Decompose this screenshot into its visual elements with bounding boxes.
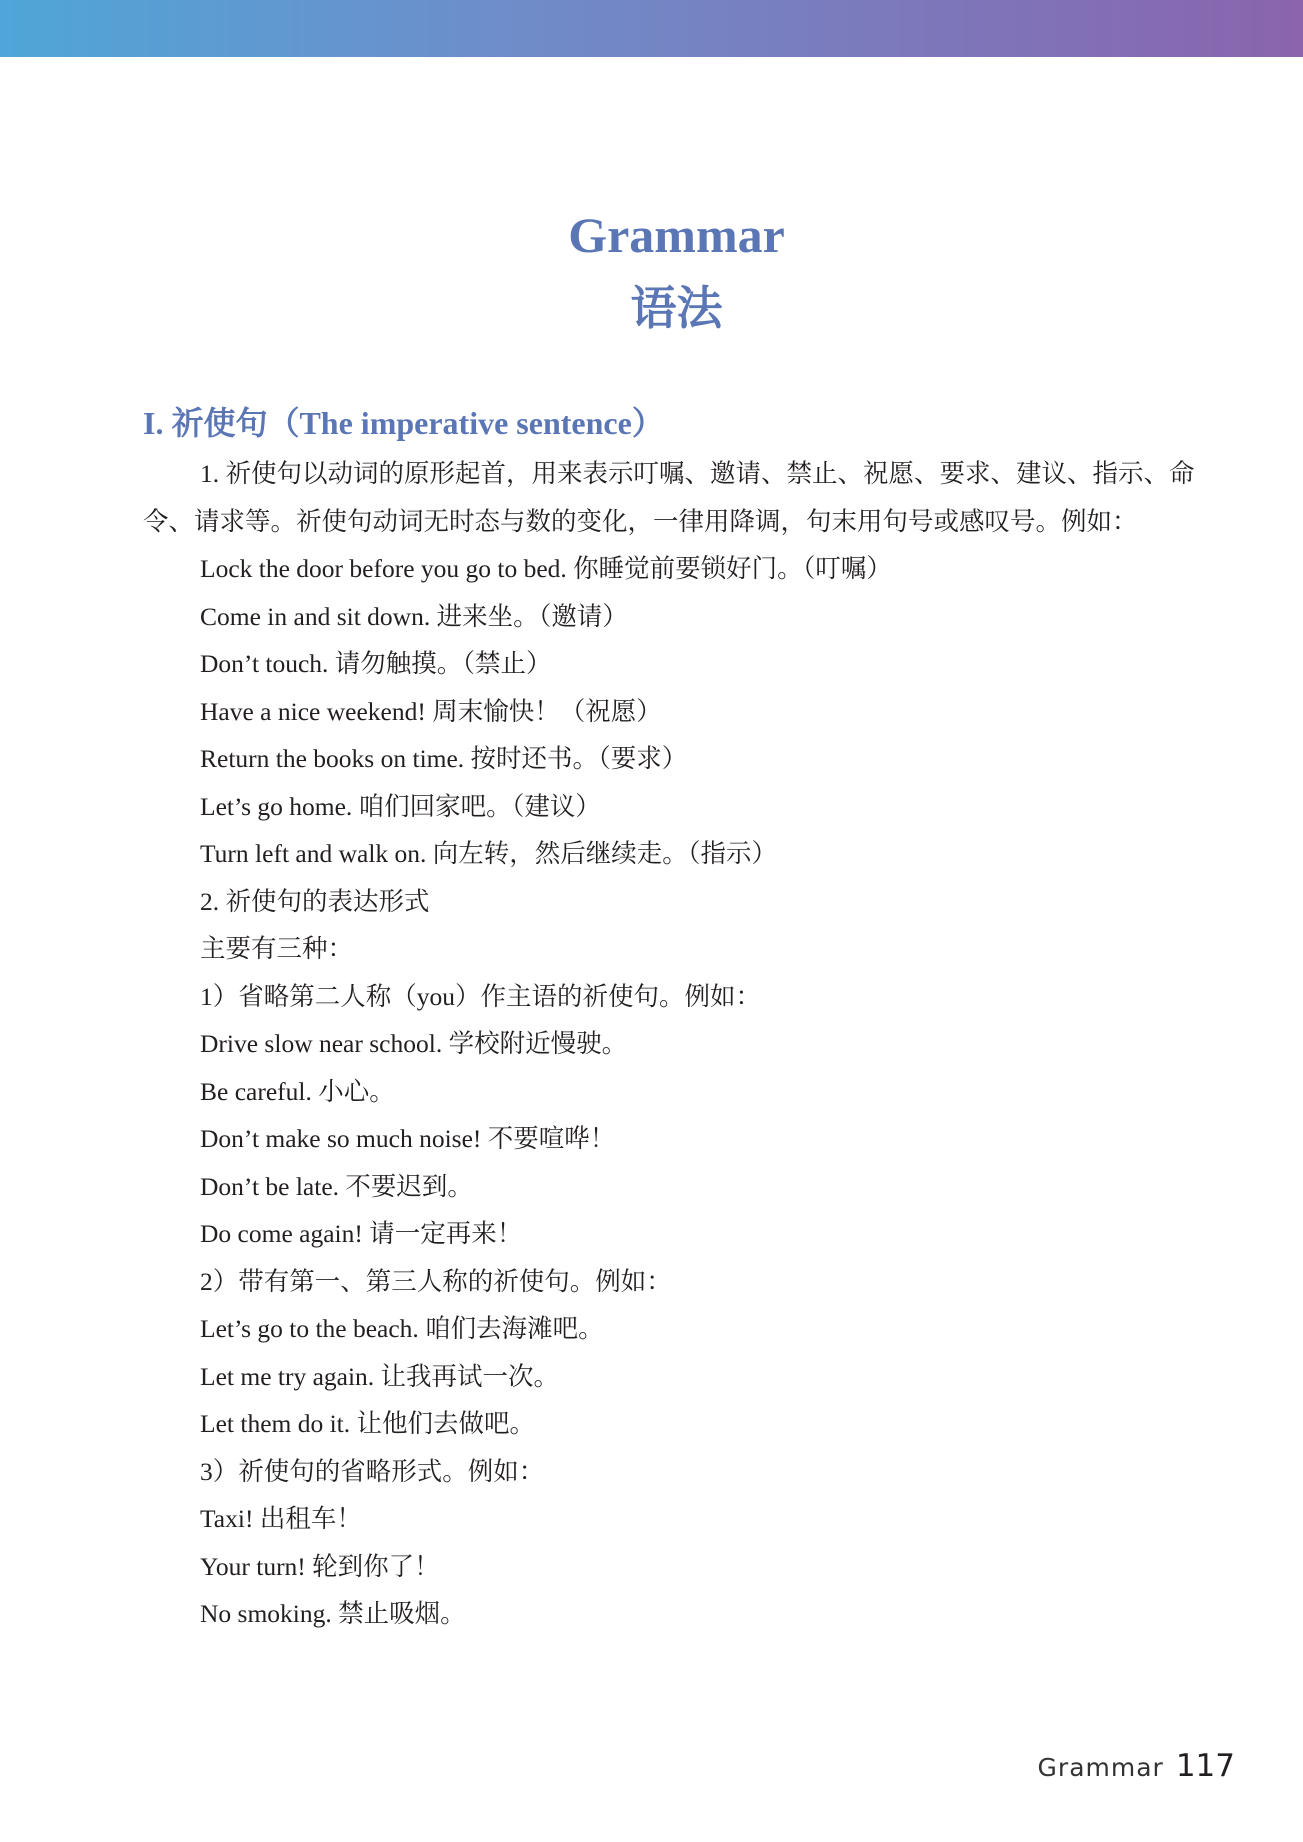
example-line: Return the books on time. 按时还书。（要求） [200, 744, 688, 773]
page-footer [1038, 1748, 1235, 1784]
subheading-line: 2. 祈使句的表达形式 [200, 886, 430, 916]
example-line: Your turn! 轮到你了！ [200, 1551, 440, 1581]
example-line: Come in and sit down. 进来坐。（邀请） [200, 601, 628, 631]
example-list [143, 545, 1223, 1638]
example-line: Let’s go home. 咱们回家吧。（建议） [200, 791, 601, 821]
subheading-line: 3）祈使句的省略形式。例如： [200, 1456, 545, 1486]
text-line: 主要有三种： [200, 934, 354, 963]
example-line: Do come again! 请一定再来！ [200, 1219, 523, 1248]
example-line: Turn left and walk on. 向左转，然后继续走。（指示） [200, 839, 778, 868]
example-line: Let me try again. 让我再试一次。 [200, 1361, 560, 1391]
example-line: Don’t make so much noise! 不要喧哗！ [200, 1124, 616, 1153]
subheading-line: 1）省略第二人称（you）作主语的祈使句。例如： [200, 981, 762, 1011]
footer-section-label: Grammar [1037, 1753, 1164, 1782]
example-line: Taxi! 出租车！ [200, 1504, 362, 1533]
subheading-line: 2）带有第一、第三人称的祈使句。例如： [200, 1266, 672, 1296]
example-line: Lock the door before you go to bed. 你睡觉前要锁好门。（叮嘱） [200, 554, 892, 583]
example-line: Let’s go to the beach. 咱们去海滩吧。 [200, 1314, 604, 1343]
example-line: Don’t be late. 不要迟到。 [200, 1171, 473, 1201]
example-line: Be careful. 小心。 [200, 1076, 395, 1106]
example-line: Have a nice weekend! 周末愉快！（祝愿） [200, 696, 662, 726]
page-title-english: Grammar [568, 207, 785, 263]
intro-paragraph: 1. 祈使句以动词的原形起首，用来表示叮嘱、邀请、禁止、祝愿、要求、建议、指示、命令、请求等。祈使句动词无时态与数的变化，一律用降调，句末用句号或感叹号。例如： [143, 459, 1195, 536]
example-line: No smoking. 禁止吸烟。 [200, 1599, 466, 1628]
page-number: 117 [1175, 1748, 1235, 1784]
header-gradient-bar [0, 0, 1303, 57]
example-line: Drive slow near school. 学校附近慢驶。 [200, 1029, 628, 1058]
page-title-chinese: 语法 [630, 281, 723, 335]
example-line: Don’t touch. 请勿触摸。（禁止） [200, 649, 552, 678]
section-heading: I. 祈使句（The imperative sentence） [143, 405, 664, 441]
example-line: Let them do it. 让他们去做吧。 [200, 1409, 536, 1438]
section-body [143, 450, 1223, 1638]
